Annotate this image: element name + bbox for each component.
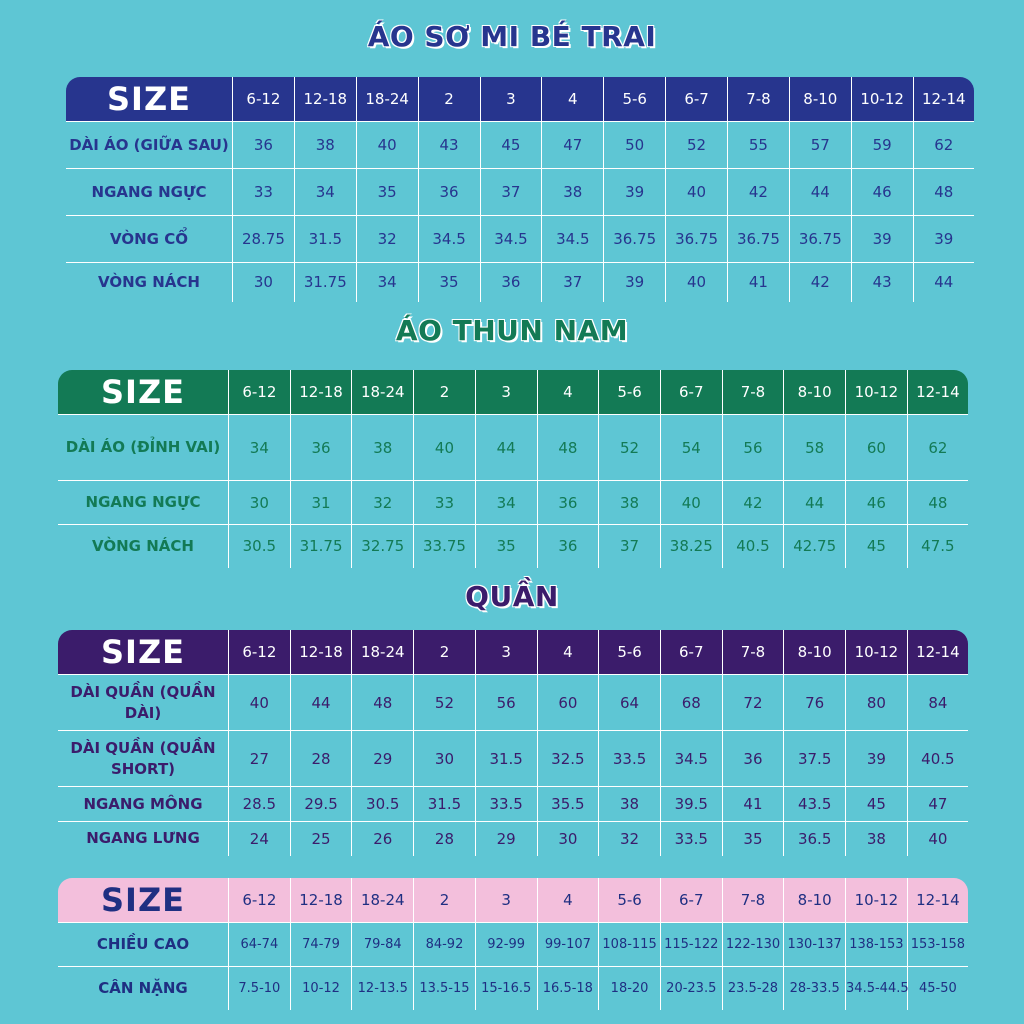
- measurement-value: 33.5: [475, 787, 537, 822]
- measurement-value: 42: [789, 263, 851, 303]
- measurement-value: 44: [475, 415, 537, 481]
- measurement-value: 44: [290, 675, 352, 731]
- size-heading: SIZE: [57, 369, 229, 415]
- measurement-value: 46: [851, 169, 913, 216]
- measurement-value: 16.5-18: [537, 967, 599, 1011]
- measurement-value: 13.5-15: [414, 967, 476, 1011]
- measurement-value: 34.5: [418, 216, 480, 263]
- measurement-value: 31.75: [290, 525, 352, 569]
- measurement-value: 59: [851, 122, 913, 169]
- measurement-value: 28.75: [233, 216, 295, 263]
- measurement-value: 38.25: [660, 525, 722, 569]
- size-column-header: 6-12: [233, 76, 295, 122]
- measurement-value: 30: [537, 822, 599, 857]
- measurement-value: 48: [537, 415, 599, 481]
- measurement-value: 29.5: [290, 787, 352, 822]
- measurement-value: 31.5: [414, 787, 476, 822]
- measurement-value: 55: [728, 122, 790, 169]
- measurement-value: 34.5: [542, 216, 604, 263]
- measurement-value: 35.5: [537, 787, 599, 822]
- measurement-value: 36.75: [604, 216, 666, 263]
- measurement-value: 27: [229, 731, 291, 787]
- measurement-value: 31.5: [294, 216, 356, 263]
- size-column-header: 2: [414, 369, 476, 415]
- measurement-value: 18-20: [599, 967, 661, 1011]
- size-column-header: 10-12: [846, 877, 908, 923]
- measurement-value: 35: [356, 169, 418, 216]
- size-column-header: 6-12: [229, 369, 291, 415]
- measurement-value: 99-107: [537, 923, 599, 967]
- measurement-value: 39.5: [660, 787, 722, 822]
- size-column-header: 2: [418, 76, 480, 122]
- measurement-value: 35: [475, 525, 537, 569]
- measurement-value: 39: [604, 169, 666, 216]
- measurement-value: 62: [907, 415, 969, 481]
- size-column-header: 6-7: [660, 369, 722, 415]
- measurement-value: 45: [480, 122, 542, 169]
- size-column-header: 3: [475, 629, 537, 675]
- measurement-value: 10-12: [290, 967, 352, 1011]
- measurement-value: 28-33.5: [784, 967, 846, 1011]
- measurement-value: 30: [233, 263, 295, 303]
- size-header-row: [57, 369, 969, 415]
- measurement-value: 37: [480, 169, 542, 216]
- measurement-value: 30.5: [229, 525, 291, 569]
- size-column-header: 6-12: [229, 629, 291, 675]
- measurement-value: 44: [913, 263, 975, 303]
- measurement-value: 58: [784, 415, 846, 481]
- measurement-value: 31.75: [294, 263, 356, 303]
- measurement-value: 15-16.5: [475, 967, 537, 1011]
- size-column-header: 10-12: [846, 369, 908, 415]
- measurement-value: 40: [414, 415, 476, 481]
- measurement-value: 64-74: [229, 923, 291, 967]
- measurement-value: 34: [356, 263, 418, 303]
- measurement-label: NGANG MÔNG: [57, 787, 229, 822]
- measurement-value: 36.75: [728, 216, 790, 263]
- measurement-value: 62: [913, 122, 975, 169]
- measurement-value: 30: [229, 481, 291, 525]
- measurement-value: 32: [352, 481, 414, 525]
- size-column-header: 12-18: [294, 76, 356, 122]
- measurement-value: 38: [352, 415, 414, 481]
- measurement-value: 79-84: [352, 923, 414, 967]
- measurement-row: [57, 525, 969, 569]
- measurement-value: 40.5: [907, 731, 969, 787]
- size-column-header: 5-6: [604, 76, 666, 122]
- size-column-header: 7-8: [728, 76, 790, 122]
- size-column-header: 12-14: [907, 629, 969, 675]
- size-column-header: 18-24: [352, 369, 414, 415]
- measurement-value: 36.75: [789, 216, 851, 263]
- measurement-value: 50: [604, 122, 666, 169]
- measurement-value: 48: [907, 481, 969, 525]
- measurement-value: 34.5-44.5: [846, 967, 908, 1011]
- measurement-value: 32: [356, 216, 418, 263]
- measurement-value: 28: [290, 731, 352, 787]
- measurement-value: 45-50: [907, 967, 969, 1011]
- size-table-pants: [56, 628, 970, 858]
- measurement-label: VÒNG CỔ: [65, 216, 233, 263]
- measurement-row: [65, 216, 975, 263]
- measurement-row: [57, 967, 969, 1011]
- size-column-header: 12-18: [290, 877, 352, 923]
- measurement-value: 52: [599, 415, 661, 481]
- measurement-value: 40: [660, 481, 722, 525]
- measurement-value: 28: [414, 822, 476, 857]
- measurement-value: 122-130: [722, 923, 784, 967]
- measurement-value: 29: [352, 731, 414, 787]
- measurement-value: 38: [846, 822, 908, 857]
- measurement-value: 74-79: [290, 923, 352, 967]
- measurement-value: 36: [418, 169, 480, 216]
- size-column-header: 4: [537, 369, 599, 415]
- size-column-header: 10-12: [846, 629, 908, 675]
- measurement-value: 52: [666, 122, 728, 169]
- measurement-value: 26: [352, 822, 414, 857]
- measurement-value: 47.5: [907, 525, 969, 569]
- measurement-value: 39: [851, 216, 913, 263]
- size-column-header: 10-12: [851, 76, 913, 122]
- size-column-header: 18-24: [352, 877, 414, 923]
- measurement-value: 41: [722, 787, 784, 822]
- measurement-value: 25: [290, 822, 352, 857]
- measurement-label: DÀI ÁO (ĐỈNH VAI): [57, 415, 229, 481]
- measurement-value: 43: [851, 263, 913, 303]
- measurement-value: 28.5: [229, 787, 291, 822]
- measurement-label: CHIỀU CAO: [57, 923, 229, 967]
- size-column-header: 6-7: [660, 629, 722, 675]
- measurement-value: 7.5-10: [229, 967, 291, 1011]
- measurement-value: 34: [229, 415, 291, 481]
- measurement-label: NGANG NGỰC: [57, 481, 229, 525]
- measurement-value: 84: [907, 675, 969, 731]
- measurement-value: 92-99: [475, 923, 537, 967]
- measurement-value: 33: [233, 169, 295, 216]
- measurement-value: 84-92: [414, 923, 476, 967]
- measurement-value: 36.75: [666, 216, 728, 263]
- measurement-value: 153-158: [907, 923, 969, 967]
- measurement-value: 46: [846, 481, 908, 525]
- measurement-value: 31: [290, 481, 352, 525]
- measurement-value: 45: [846, 525, 908, 569]
- measurement-label: DÀI ÁO (GIỮA SAU): [65, 122, 233, 169]
- measurement-value: 30: [414, 731, 476, 787]
- size-column-header: 8-10: [784, 877, 846, 923]
- size-column-header: 5-6: [599, 369, 661, 415]
- measurement-value: 40: [356, 122, 418, 169]
- measurement-value: 33: [414, 481, 476, 525]
- measurement-value: 56: [475, 675, 537, 731]
- measurement-value: 64: [599, 675, 661, 731]
- measurement-row: [57, 822, 969, 857]
- measurement-value: 36: [290, 415, 352, 481]
- measurement-value: 42: [728, 169, 790, 216]
- size-column-header: 12-18: [290, 369, 352, 415]
- measurement-value: 23.5-28: [722, 967, 784, 1011]
- measurement-value: 43: [418, 122, 480, 169]
- size-table-shirt: [64, 75, 976, 304]
- measurement-value: 37: [542, 263, 604, 303]
- measurement-value: 138-153: [846, 923, 908, 967]
- size-column-header: 3: [475, 877, 537, 923]
- size-header-row: [65, 76, 975, 122]
- size-column-header: 7-8: [722, 629, 784, 675]
- measurement-value: 130-137: [784, 923, 846, 967]
- measurement-value: 12-13.5: [352, 967, 414, 1011]
- measurement-value: 34: [475, 481, 537, 525]
- measurement-value: 33.75: [414, 525, 476, 569]
- measurement-label: VÒNG NÁCH: [65, 263, 233, 303]
- measurement-value: 37: [599, 525, 661, 569]
- measurement-label: DÀI QUẦN (QUẦN SHORT): [57, 731, 229, 787]
- measurement-value: 37.5: [784, 731, 846, 787]
- measurement-value: 36: [537, 481, 599, 525]
- size-column-header: 8-10: [789, 76, 851, 122]
- measurement-value: 36: [480, 263, 542, 303]
- measurement-value: 38: [599, 481, 661, 525]
- measurement-label: CÂN NẶNG: [57, 967, 229, 1011]
- measurement-value: 54: [660, 415, 722, 481]
- size-column-header: 8-10: [784, 629, 846, 675]
- size-column-header: 12-14: [907, 369, 969, 415]
- measurement-value: 31.5: [475, 731, 537, 787]
- measurement-value: 40: [666, 169, 728, 216]
- size-table-body: [56, 876, 970, 1012]
- size-column-header: 4: [542, 76, 604, 122]
- measurement-value: 36: [722, 731, 784, 787]
- section-title-tshirt: ÁO THUN NAM: [395, 314, 629, 347]
- measurement-value: 20-23.5: [660, 967, 722, 1011]
- size-column-header: 5-6: [599, 629, 661, 675]
- size-column-header: 18-24: [356, 76, 418, 122]
- section-title-shirt: ÁO SƠ MI BÉ TRAI: [367, 20, 657, 53]
- measurement-value: 39: [913, 216, 975, 263]
- measurement-value: 40.5: [722, 525, 784, 569]
- measurement-value: 57: [789, 122, 851, 169]
- measurement-value: 24: [229, 822, 291, 857]
- measurement-value: 30.5: [352, 787, 414, 822]
- measurement-value: 48: [913, 169, 975, 216]
- measurement-value: 115-122: [660, 923, 722, 967]
- measurement-value: 38: [294, 122, 356, 169]
- size-column-header: 6-7: [666, 76, 728, 122]
- size-column-header: 4: [537, 877, 599, 923]
- measurement-value: 39: [846, 731, 908, 787]
- measurement-value: 33.5: [599, 731, 661, 787]
- size-column-header: 7-8: [722, 877, 784, 923]
- size-column-header: 7-8: [722, 369, 784, 415]
- size-column-header: 3: [480, 76, 542, 122]
- measurement-value: 68: [660, 675, 722, 731]
- measurement-value: 43.5: [784, 787, 846, 822]
- measurement-value: 38: [599, 787, 661, 822]
- measurement-value: 38: [542, 169, 604, 216]
- measurement-value: 42.75: [784, 525, 846, 569]
- measurement-value: 52: [414, 675, 476, 731]
- measurement-row: [65, 169, 975, 216]
- measurement-value: 41: [728, 263, 790, 303]
- measurement-value: 33.5: [660, 822, 722, 857]
- size-heading: SIZE: [65, 76, 233, 122]
- measurement-value: 34.5: [660, 731, 722, 787]
- size-header-row: [57, 877, 969, 923]
- measurement-label: NGANG NGỰC: [65, 169, 233, 216]
- measurement-value: 44: [784, 481, 846, 525]
- measurement-value: 35: [418, 263, 480, 303]
- measurement-value: 45: [846, 787, 908, 822]
- size-column-header: 6-7: [660, 877, 722, 923]
- measurement-row: [57, 675, 969, 731]
- measurement-value: 108-115: [599, 923, 661, 967]
- size-column-header: 5-6: [599, 877, 661, 923]
- measurement-label: DÀI QUẦN (QUẦN DÀI): [57, 675, 229, 731]
- measurement-value: 42: [722, 481, 784, 525]
- measurement-value: 40: [666, 263, 728, 303]
- measurement-value: 80: [846, 675, 908, 731]
- measurement-value: 60: [537, 675, 599, 731]
- size-column-header: 3: [475, 369, 537, 415]
- section-title-pants: QUẦN: [465, 580, 559, 613]
- measurement-value: 60: [846, 415, 908, 481]
- measurement-value: 48: [352, 675, 414, 731]
- measurement-value: 56: [722, 415, 784, 481]
- measurement-value: 36: [537, 525, 599, 569]
- size-table-tshirt: [56, 368, 970, 570]
- measurement-value: 40: [229, 675, 291, 731]
- measurement-row: [57, 481, 969, 525]
- size-column-header: 2: [414, 877, 476, 923]
- measurement-value: 47: [542, 122, 604, 169]
- measurement-value: 35: [722, 822, 784, 857]
- measurement-row: [65, 122, 975, 169]
- size-column-header: 6-12: [229, 877, 291, 923]
- size-column-header: 12-14: [913, 76, 975, 122]
- size-heading: SIZE: [57, 629, 229, 675]
- measurement-value: 39: [604, 263, 666, 303]
- measurement-value: 40: [907, 822, 969, 857]
- measurement-value: 76: [784, 675, 846, 731]
- size-column-header: 12-18: [290, 629, 352, 675]
- measurement-value: 29: [475, 822, 537, 857]
- measurement-value: 36: [233, 122, 295, 169]
- size-column-header: 12-14: [907, 877, 969, 923]
- measurement-row: [57, 787, 969, 822]
- measurement-value: 44: [789, 169, 851, 216]
- measurement-value: 72: [722, 675, 784, 731]
- size-column-header: 4: [537, 629, 599, 675]
- measurement-value: 32.5: [537, 731, 599, 787]
- measurement-label: VÒNG NÁCH: [57, 525, 229, 569]
- measurement-value: 47: [907, 787, 969, 822]
- measurement-row: [65, 263, 975, 303]
- size-column-header: 18-24: [352, 629, 414, 675]
- measurement-value: 36.5: [784, 822, 846, 857]
- size-column-header: 8-10: [784, 369, 846, 415]
- measurement-row: [57, 415, 969, 481]
- measurement-value: 32.75: [352, 525, 414, 569]
- measurement-row: [57, 923, 969, 967]
- measurement-value: 32: [599, 822, 661, 857]
- measurement-value: 34.5: [480, 216, 542, 263]
- size-column-header: 2: [414, 629, 476, 675]
- size-header-row: [57, 629, 969, 675]
- measurement-row: [57, 731, 969, 787]
- measurement-value: 34: [294, 169, 356, 216]
- measurement-label: NGANG LƯNG: [57, 822, 229, 857]
- size-heading: SIZE: [57, 877, 229, 923]
